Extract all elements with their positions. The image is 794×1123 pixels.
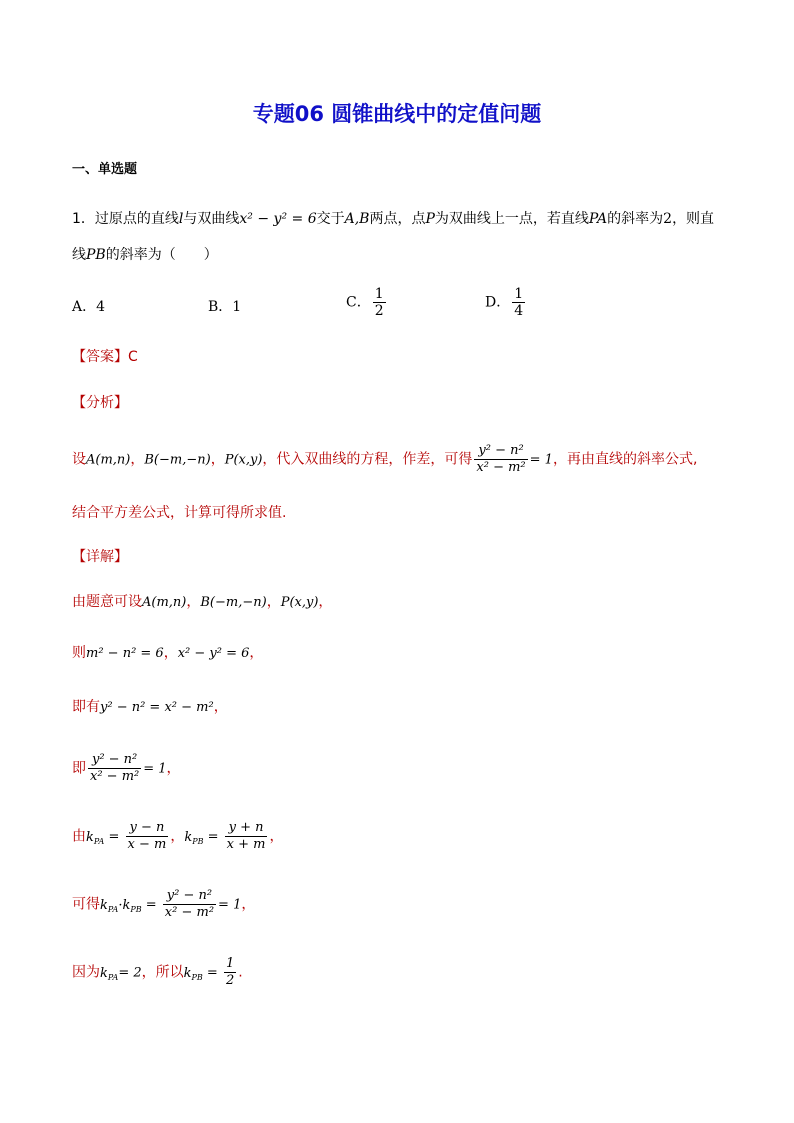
equals-one: = 1: [218, 897, 242, 913]
slope-k: [86, 830, 104, 845]
question-text: 过原点的直线: [94, 211, 179, 227]
detail-text: 由题意可设: [72, 594, 142, 610]
slope-k: [100, 966, 118, 981]
analysis-text: ，再由直线的斜率公式,: [552, 451, 698, 468]
detail-text: ，所以: [141, 964, 184, 981]
line-variable: l: [178, 211, 184, 227]
detail-text: 可得: [72, 896, 100, 913]
question-text: 线: [72, 247, 86, 263]
ratio-fraction: [474, 443, 527, 476]
detail-line-6: 可得$k_{PA}\cdot k_{PB}$ = $\frac{\text{y² − n²}}{\text{x² − m²}}$ = 1，: [72, 888, 256, 920]
point-b: B(−m,−n): [200, 595, 267, 610]
hyperbola-equation: x² − y² = 6: [239, 211, 317, 227]
fraction-numerator: 1: [514, 286, 524, 302]
line-pb: PB: [86, 247, 106, 263]
option-c[interactable]: [346, 286, 388, 319]
fraction-denominator: x² − m²: [476, 460, 526, 475]
fraction-denominator: x + m: [226, 837, 266, 852]
analysis-line-1: 设A(m,n)，B(−m,−n)，P(x,y)，代入双曲线的方程，作差，可得 $\frac{\text{y² − n²}}{\text{x² − m²}}$ = 1，再由直线的斜率公式,: [72, 443, 698, 475]
fraction-numerator: 1: [225, 956, 235, 971]
k-subscript: PB: [130, 904, 142, 914]
fraction-numerator: y + n: [225, 820, 268, 837]
k-symbol: k: [100, 897, 108, 913]
answer-line: [72, 346, 138, 366]
answer-value: C: [128, 349, 138, 365]
slope-k: [184, 966, 203, 981]
equation: x² − y² = 6: [177, 646, 250, 661]
point-p: P(x,y): [224, 452, 263, 468]
question-text: 与双曲线: [183, 211, 240, 227]
question-number: 1．: [72, 211, 95, 227]
point-b: B(−m,−n): [144, 452, 211, 468]
answer-tag: 【答案】: [72, 349, 128, 365]
k-subscript: PB: [192, 836, 204, 846]
detail-text: 即: [72, 760, 86, 777]
option-a[interactable]: [72, 296, 105, 316]
point-p: P(x,y): [280, 595, 319, 610]
detail-text: 则: [72, 645, 86, 661]
fraction-numerator: y − n: [126, 820, 169, 837]
question-text: 的斜率为: [607, 211, 664, 227]
detail-line-4: 即 $\frac{\text{y² − n²}}{\text{x² − m²}}$ = 1，: [72, 752, 181, 784]
option-d[interactable]: [485, 286, 527, 319]
slope-k: [184, 830, 203, 845]
line-pa: PA: [588, 211, 608, 227]
slope-fraction: [126, 820, 169, 853]
detail-line-2: 则m² − n² = 6，x² − y² = 6，: [72, 645, 264, 661]
question-text: 为双曲线上一点，若直线: [434, 211, 589, 227]
fraction-numerator: 1: [374, 286, 384, 302]
option-value: 1: [232, 299, 242, 315]
k-symbol: k: [184, 829, 193, 845]
ratio-fraction: [88, 752, 141, 785]
option-label: D．: [485, 294, 511, 311]
detail-line-7: 因为$k_{PA}= 2$，所以$k_{PB}$ = $\frac{1}{2}$ .: [72, 956, 243, 988]
result-fraction: [224, 956, 236, 989]
equals-one: = 1: [143, 761, 167, 777]
k-subscript: PA: [93, 836, 105, 846]
slope-value: 2: [663, 211, 673, 227]
option-value: 4: [96, 299, 106, 315]
option-b[interactable]: [208, 296, 241, 316]
k-symbol: k: [86, 829, 94, 845]
fraction-numerator: y² − n²: [88, 752, 141, 769]
question-text: 交于: [316, 211, 345, 227]
fraction-denominator: 2: [374, 303, 384, 319]
option-label: C．: [346, 294, 371, 311]
detail-text: 因为: [72, 964, 100, 981]
option-fraction: [373, 286, 386, 319]
detail-line-1: 由题意可设A(m,n)，B(−m,−n)，P(x,y)，: [72, 594, 333, 610]
slope-k: $k_{PA}\cdot k_{PB}$: [100, 897, 142, 914]
analysis-text: ，代入双曲线的方程，作差，可得: [262, 451, 473, 468]
question-text: 的斜率为（ ）: [105, 247, 218, 263]
fraction-denominator: x² − m²: [164, 905, 215, 920]
section-heading: 一、单选题: [72, 162, 138, 177]
equals-two: = 2: [118, 965, 142, 981]
option-label: B．: [208, 299, 233, 315]
detail-line-3: 即有y² − n² = x² − m²，: [72, 699, 228, 715]
point-p: P: [425, 211, 435, 227]
slope-fraction: [225, 820, 268, 853]
option-fraction: [512, 286, 525, 319]
equals-one: = 1: [529, 452, 553, 468]
equation: y² − n² = x² − m²: [100, 700, 214, 715]
detail-text: 由: [72, 828, 86, 845]
detail-text: 即有: [72, 699, 100, 715]
question-line-2: [72, 244, 218, 264]
k-subscript: PA: [107, 904, 119, 914]
question-text: ，则直: [672, 211, 715, 227]
k-symbol: k: [100, 965, 108, 981]
point-a: A(m,n): [142, 595, 187, 610]
question-text: 两点，点: [369, 211, 426, 227]
fraction-numerator: y² − n²: [474, 443, 527, 460]
analysis-text: 设: [72, 451, 86, 468]
fraction-denominator: 2: [225, 973, 235, 988]
option-label: A．: [72, 299, 97, 315]
fraction-denominator: 4: [514, 303, 524, 319]
fraction-denominator: x − m: [127, 837, 167, 852]
detail-line-5: 由$k_{PA}$ = $\frac{y - n}{x - m}$ ，$k_{PB}$ = $\frac{y + n}{x + m}$ ，: [72, 820, 284, 852]
question-line-1: [72, 208, 714, 228]
analysis-tag: 【分析】: [72, 395, 128, 411]
page-title: 专题06 圆锥曲线中的定值问题: [252, 102, 542, 126]
k-symbol: k: [122, 897, 131, 913]
k-subscript: PA: [107, 972, 119, 982]
equation: m² − n² = 6: [86, 646, 164, 661]
fraction-denominator: x² − m²: [90, 769, 140, 784]
points-ab: A,B: [344, 211, 370, 227]
k-symbol: k: [183, 965, 192, 981]
point-a: A(m,n): [86, 452, 131, 468]
analysis-line-2: 结合平方差公式，计算可得所求值.: [72, 505, 287, 521]
k-subscript: PB: [191, 972, 203, 982]
detail-tag: 【详解】: [72, 549, 128, 565]
fraction-numerator: y² − n²: [163, 888, 216, 905]
ratio-fraction: [163, 888, 216, 921]
